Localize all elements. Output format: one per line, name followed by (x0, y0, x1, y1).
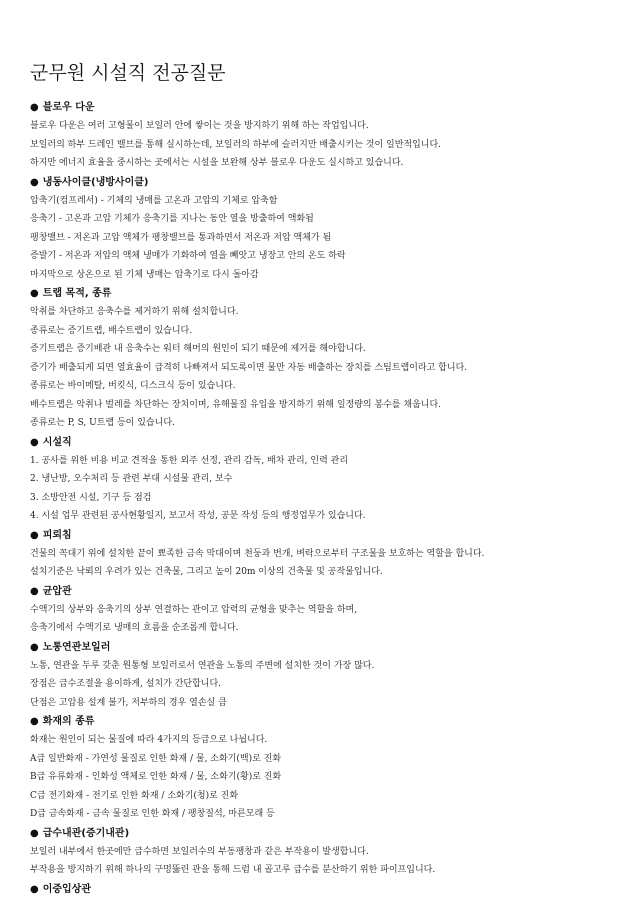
section (30, 880, 600, 899)
body-line: 악취를 차단하고 응축수를 제거하기 위해 설치합니다. (30, 307, 239, 317)
body-line: 화재는 원인이 되는 물질에 따라 4가지의 등급으로 나뉩니다. (30, 735, 268, 745)
body-line: 응축기 - 고온과 고압 기체가 응축기를 지나는 동안 열을 방출하여 액화됨 (30, 214, 314, 224)
body-line: 증기가 배출되게 되면 열효율이 급격히 나빠져서 되도록이면 물만 자동 배출하는 장치를 스팀트랩이라고 합니다. (30, 362, 468, 373)
section (30, 712, 600, 824)
bullet-icon: ● (30, 641, 39, 653)
section-heading (30, 880, 600, 899)
bullet-icon: ● (30, 883, 39, 895)
bullet-icon: ● (30, 176, 39, 188)
body-line: 보일러 내부에서 한곳에만 급수하면 보일러수의 부동팽창과 같은 부작용이 발생합니다. (30, 846, 369, 857)
section (30, 824, 600, 880)
body-line: 수액기의 상부와 응축기의 상부 연결하는 관이고 압력의 균형을 맞추는 역할을 하며, (30, 604, 358, 615)
body-line: 응축기에서 수액기로 냉매의 흐름을 순조롭게 합니다. (30, 623, 239, 633)
section-heading-text: 급수내관(증기내관) (42, 827, 130, 839)
section-heading (30, 712, 600, 731)
body-line: 하지만 에너지 효율을 중시하는 곳에서는 시설을 보완해 상부 블로우 다운도 실시하고 있습니다. (30, 158, 404, 168)
body-line: 종류로는 P, S, U트랩 등이 있습니다. (30, 418, 175, 428)
body-line: 마지막으로 상온으로 된 기체 냉매는 압축기로 다시 돌아감 (30, 269, 259, 280)
section-heading-text: 냉동사이클(냉방사이클) (42, 176, 149, 188)
body-line: 3. 소방안전 시설, 기구 등 점검 (30, 492, 152, 503)
body-line: 노통, 연관을 두루 갖춘 원통형 보일러로서 연관을 노통의 주변에 설치한 것이 가장 많다. (30, 660, 375, 671)
section-heading-text: 피뢰침 (42, 529, 72, 541)
section-heading (30, 638, 600, 657)
section-heading (30, 433, 600, 452)
bullet-icon: ● (30, 102, 39, 113)
body-line: 증발기 - 저온과 저압의 액체 냉매가 기화하여 열을 빼앗고 냉장고 안의 온도 하락 (30, 251, 346, 261)
document-title: 군무원 시설직 전공질문 (30, 62, 226, 84)
section-heading (30, 98, 600, 117)
bullet-icon: ● (30, 827, 39, 839)
body-line: 장점은 급수조절을 용이하게, 설치가 간단합니다. (30, 679, 222, 689)
body-line: B급 유류화재 - 인화성 액체로 인한 화재 / 물, 소화기(황)로 진화 (30, 772, 282, 782)
bullet-icon: ● (30, 436, 39, 448)
section-heading-text: 노통연관보일러 (42, 641, 111, 653)
body-line: 증기트랩은 증기배관 내 응축수는 워터 해머의 원인이 되기 때문에 제거를 해야합니다. (30, 344, 366, 354)
section-heading (30, 824, 600, 843)
section-heading-text: 시설직 (42, 436, 72, 448)
document-page (30, 58, 600, 899)
body-line: 팽창밸브 - 저온과 고압 액체가 팽창밸브를 통과하면서 저온과 저압 액체가 됨 (30, 232, 332, 243)
section-heading (30, 173, 600, 192)
section-heading-text: 트랩 목적, 종류 (42, 288, 112, 299)
section (30, 433, 600, 526)
body-line: 압축기(컴프레서) - 기체의 냉매를 고온과 고압의 기체로 압축함 (30, 195, 278, 206)
body-line: 배수트랩은 악취나 벌레를 차단하는 장치이며, 유해물질 유입을 방지하기 위해 일정량의 봉수를 채웁니다. (30, 399, 442, 410)
body-line: 부작용을 방지하기 위해 하나의 구멍뚫린 관을 통해 드럼 내 골고루 급수를 분산하기 위한 파이프입니다. (30, 865, 436, 875)
section (30, 526, 600, 582)
section-list (30, 98, 600, 899)
section-heading (30, 582, 600, 601)
section (30, 98, 600, 173)
section (30, 173, 600, 285)
body-line: 설치기준은 낙뢰의 우려가 있는 건축물, 그리고 높이 20m 이상의 건축물 및 공작물입니다. (30, 567, 383, 577)
section-heading-text: 화재의 종류 (42, 716, 95, 727)
body-line: 종류로는 바이메탈, 버킷식, 디스크식 등이 있습니다. (30, 381, 236, 391)
title-spacer (30, 88, 600, 98)
section-heading (30, 284, 600, 303)
bullet-icon: ● (30, 585, 39, 597)
body-line: C급 전기화재 - 전기로 인한 화재 / 소화기(청)로 진화 (30, 790, 239, 801)
body-line: 4. 시설 업무 관련된 공사현황일지, 보고서 작성, 공문 작성 등의 행정업무가 있습니다. (30, 511, 366, 521)
body-line: 블로우 다운은 여러 고형물이 보일러 안에 쌓이는 것을 방지하기 위해 하는 작업입니다. (30, 121, 369, 131)
body-line: 보일러의 하부 드레인 밸브를 통해 실시하는데, 보일러의 하부에 슬러지만 배출시키는 것이 일반적입니다. (30, 139, 442, 150)
section-heading-text: 이중입상관 (42, 883, 92, 895)
body-line: 1. 공사를 위한 비용 비교 견적을 통한 외주 선정, 관리 감독, 배차 관리, 인력 관리 (30, 455, 349, 466)
bullet-icon: ● (30, 529, 39, 541)
body-line: D급 금속화재 - 금속 물질로 인한 화재 / 팽창질석, 마른모래 등 (30, 809, 275, 819)
section (30, 284, 600, 433)
bullet-icon: ● (30, 288, 39, 299)
body-line: 2. 냉난방, 오수처리 등 관련 부대 시설물 관리, 보수 (30, 474, 233, 484)
section (30, 582, 600, 638)
body-line: A급 일반화재 - 가연성 물질로 인한 화재 / 물, 소화기(백)로 진화 (30, 753, 282, 764)
bullet-icon: ● (30, 716, 39, 727)
body-line: 단점은 고압용 설계 불가, 저부하의 경우 열손실 큼 (30, 697, 227, 708)
body-line: 건물의 꼭대기 위에 설치한 끝이 뾰족한 금속 막대이며 천둥과 번개, 벼락으로부터 구조물을 보호하는 역할을 합니다. (30, 548, 485, 559)
body-line: 종류로는 증기트랩, 배수트랩이 있습니다. (30, 325, 193, 336)
section-heading (30, 526, 600, 545)
section-heading-text: 블로우 다운 (42, 102, 95, 113)
section-heading-text: 균압관 (42, 585, 72, 597)
section (30, 638, 600, 713)
